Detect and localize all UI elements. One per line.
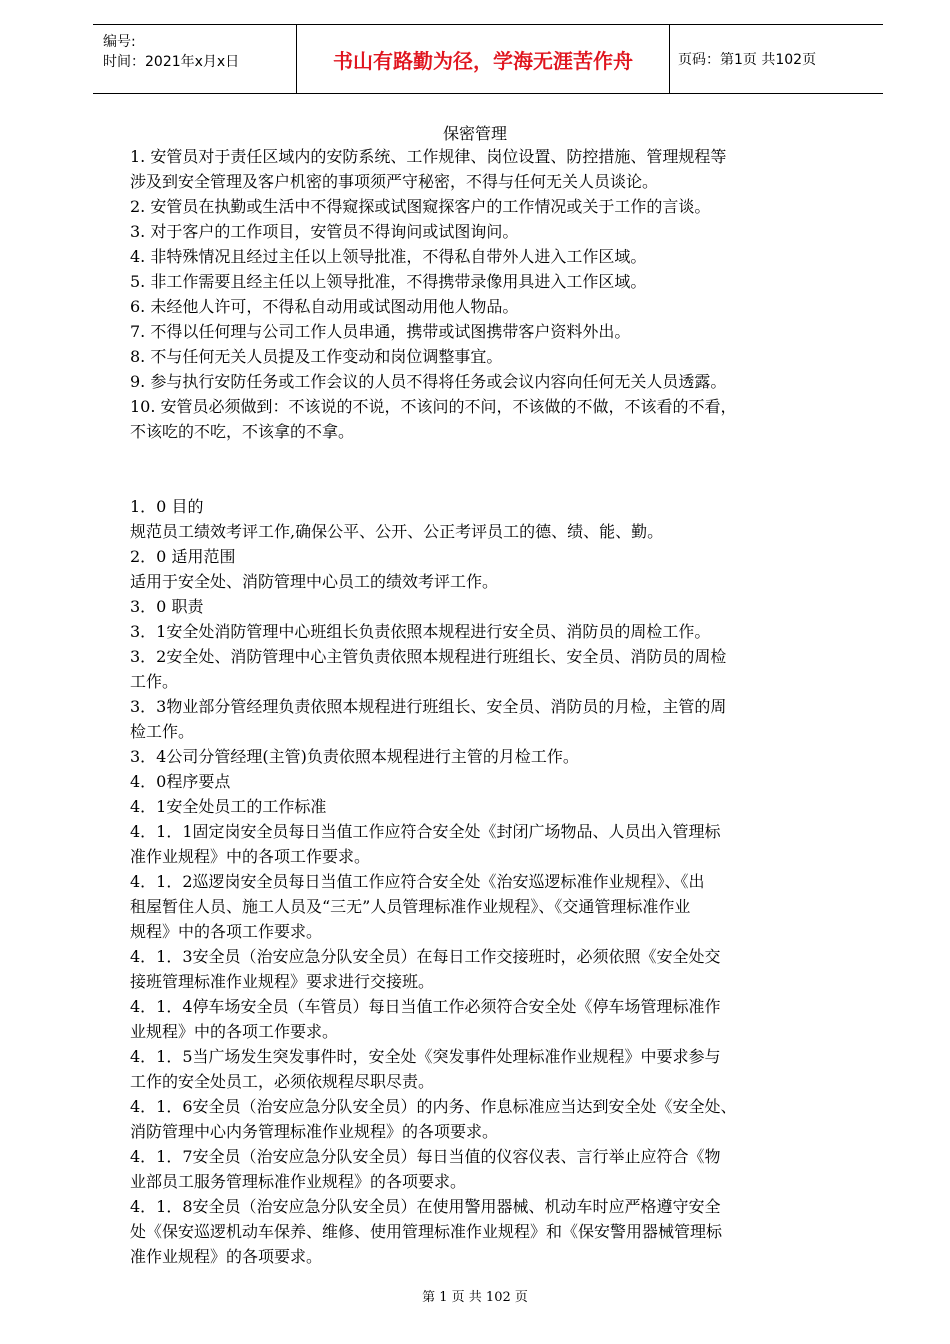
body-line: 处《保安巡逻机动车保养、维修、使用管理标准作业规程》和《保安警用器械管理标 bbox=[130, 1222, 723, 1241]
body-line: 准作业规程》的各项要求。 bbox=[130, 1247, 323, 1266]
body-line: 8. 不与任何无关人员提及工作变动和岗位调整事宜。 bbox=[130, 347, 503, 366]
body-line: 接班管理标准作业规程》要求进行交接班。 bbox=[130, 972, 435, 991]
body-line: 4．0程序要点 bbox=[130, 772, 231, 791]
body-line: 规程》中的各项工作要求。 bbox=[130, 922, 323, 941]
header-motto-cell bbox=[296, 25, 670, 93]
body-line: 租屋暂住人员、施工人员及“三无”人员管理标准作业规程》、《交通管理标准作业 bbox=[130, 897, 691, 916]
body-line: 1. 安管员对于责任区域内的安防系统、工作规律、岗位设置、防控措施、管理规程等 bbox=[130, 147, 727, 166]
body-line: 涉及到安全管理及客户机密的事项须严守秘密，不得与任何无关人员谈论。 bbox=[130, 172, 659, 191]
body-line: 10. 安管员必须做到：不该说的不说，不该问的不问，不该做的不做，不该看的不看， bbox=[130, 397, 737, 416]
body-line: 4．1．4停车场安全员（车管员）每日当值工作必须符合安全处《停车场管理标准作 bbox=[130, 997, 721, 1016]
body-line: 3．3物业部分管经理负责依照本规程进行班组长、安全员、消防员的月检，主管的周 bbox=[130, 697, 727, 716]
body-line: 准作业规程》中的各项工作要求。 bbox=[130, 847, 371, 866]
header-page-label: 页码：第1页 共102页 bbox=[678, 52, 817, 68]
body-line: 检工作。 bbox=[130, 722, 195, 741]
body-line: 4．1．7安全员（治安应急分队安全员）每日当值的仪容仪表、言行举止应符合《物 bbox=[130, 1147, 721, 1166]
body-line: 4．1．1固定岗安全员每日当值工作应符合安全处《封闭广场物品、人员出入管理标 bbox=[130, 822, 721, 841]
body-line: 1．0 目的 bbox=[130, 497, 204, 516]
body-line: 3．1安全处消防管理中心班组长负责依照本规程进行安全员、消防员的周检工作。 bbox=[130, 622, 711, 641]
body-line: 9. 参与执行安防任务或工作会议的人员不得将任务或会议内容向任何无关人员透露。 bbox=[130, 372, 727, 391]
body-line: 4．1．2巡逻岗安全员每日当值工作应符合安全处《治安巡逻标准作业规程》、《出 bbox=[130, 872, 705, 891]
body-line: 规范员工绩效考评工作,确保公平、公开、公正考评员工的德、绩、能、勤。 bbox=[130, 522, 664, 541]
header-motto: 书山有路勤为径，学海无涯苦作舟 bbox=[333, 48, 633, 73]
page-footer: 第 1 页 共 102 页 bbox=[422, 1290, 528, 1305]
body-line: 4．1．5当广场发生突发事件时，安全处《突发事件处理标准作业规程》中要求参与 bbox=[130, 1047, 721, 1066]
body-line: 业规程》中的各项工作要求。 bbox=[130, 1022, 339, 1041]
body-line: 3．0 职责 bbox=[130, 597, 204, 616]
body-line: 4. 非特殊情况且经过主任以上领导批准，不得私自带外人进入工作区域。 bbox=[130, 247, 647, 266]
body-line: 2. 安管员在执勤或生活中不得窥探或试图窥探客户的工作情况或关于工作的言谈。 bbox=[130, 197, 711, 216]
body-line: 不该吃的不吃，不该拿的不拿。 bbox=[130, 422, 355, 441]
body-line: 5. 非工作需要且经主任以上领导批准，不得携带录像用具进入工作区域。 bbox=[130, 272, 647, 291]
body-line: 4．1安全处员工的工作标准 bbox=[130, 797, 327, 816]
number-label: 编号: bbox=[103, 34, 136, 50]
body-line: 4．1．8安全员（治安应急分队安全员）在使用警用器械、机动车时应严格遵守安全 bbox=[130, 1197, 721, 1216]
body-line: 工作的安全处员工，必须依规程尽职尽责。 bbox=[130, 1072, 435, 1091]
time-label: 时间：2021年x月x日 bbox=[103, 54, 240, 70]
body-line: 7. 不得以任何理与公司工作人员串通，携带或试图携带客户资料外出。 bbox=[130, 322, 631, 341]
body-line: 4．1．6安全员（治安应急分队安全员）的内务、作息标准应当达到安全处《安全处、 bbox=[130, 1097, 737, 1116]
body-line: 2．0 适用范围 bbox=[130, 547, 236, 566]
body-line: 4．1．3安全员（治安应急分队安全员）在每日工作交接班时，必须依照《安全处交 bbox=[130, 947, 721, 966]
body-line: 3．4公司分管经理(主管)负责依照本规程进行主管的月检工作。 bbox=[130, 747, 579, 766]
body-line: 消防管理中心内务管理标准作业规程》的各项要求。 bbox=[130, 1122, 499, 1141]
body-line: 3. 对于客户的工作项目，安管员不得询问或试图询问。 bbox=[130, 222, 519, 241]
body-line: 业部员工服务管理标准作业规程》的各项要求。 bbox=[130, 1172, 467, 1191]
page-header bbox=[93, 24, 883, 94]
body-line: 工作。 bbox=[130, 672, 179, 691]
body-line: 适用于安全处、消防管理中心员工的绩效考评工作。 bbox=[130, 572, 499, 591]
header-meta bbox=[93, 25, 296, 93]
section-title: 保密管理 bbox=[442, 124, 507, 143]
body-line: 3．2安全处、消防管理中心主管负责依照本规程进行班组长、安全员、消防员的周检 bbox=[130, 647, 727, 666]
body-line: 6. 未经他人许可，不得私自动用或试图动用他人物品。 bbox=[130, 297, 519, 316]
